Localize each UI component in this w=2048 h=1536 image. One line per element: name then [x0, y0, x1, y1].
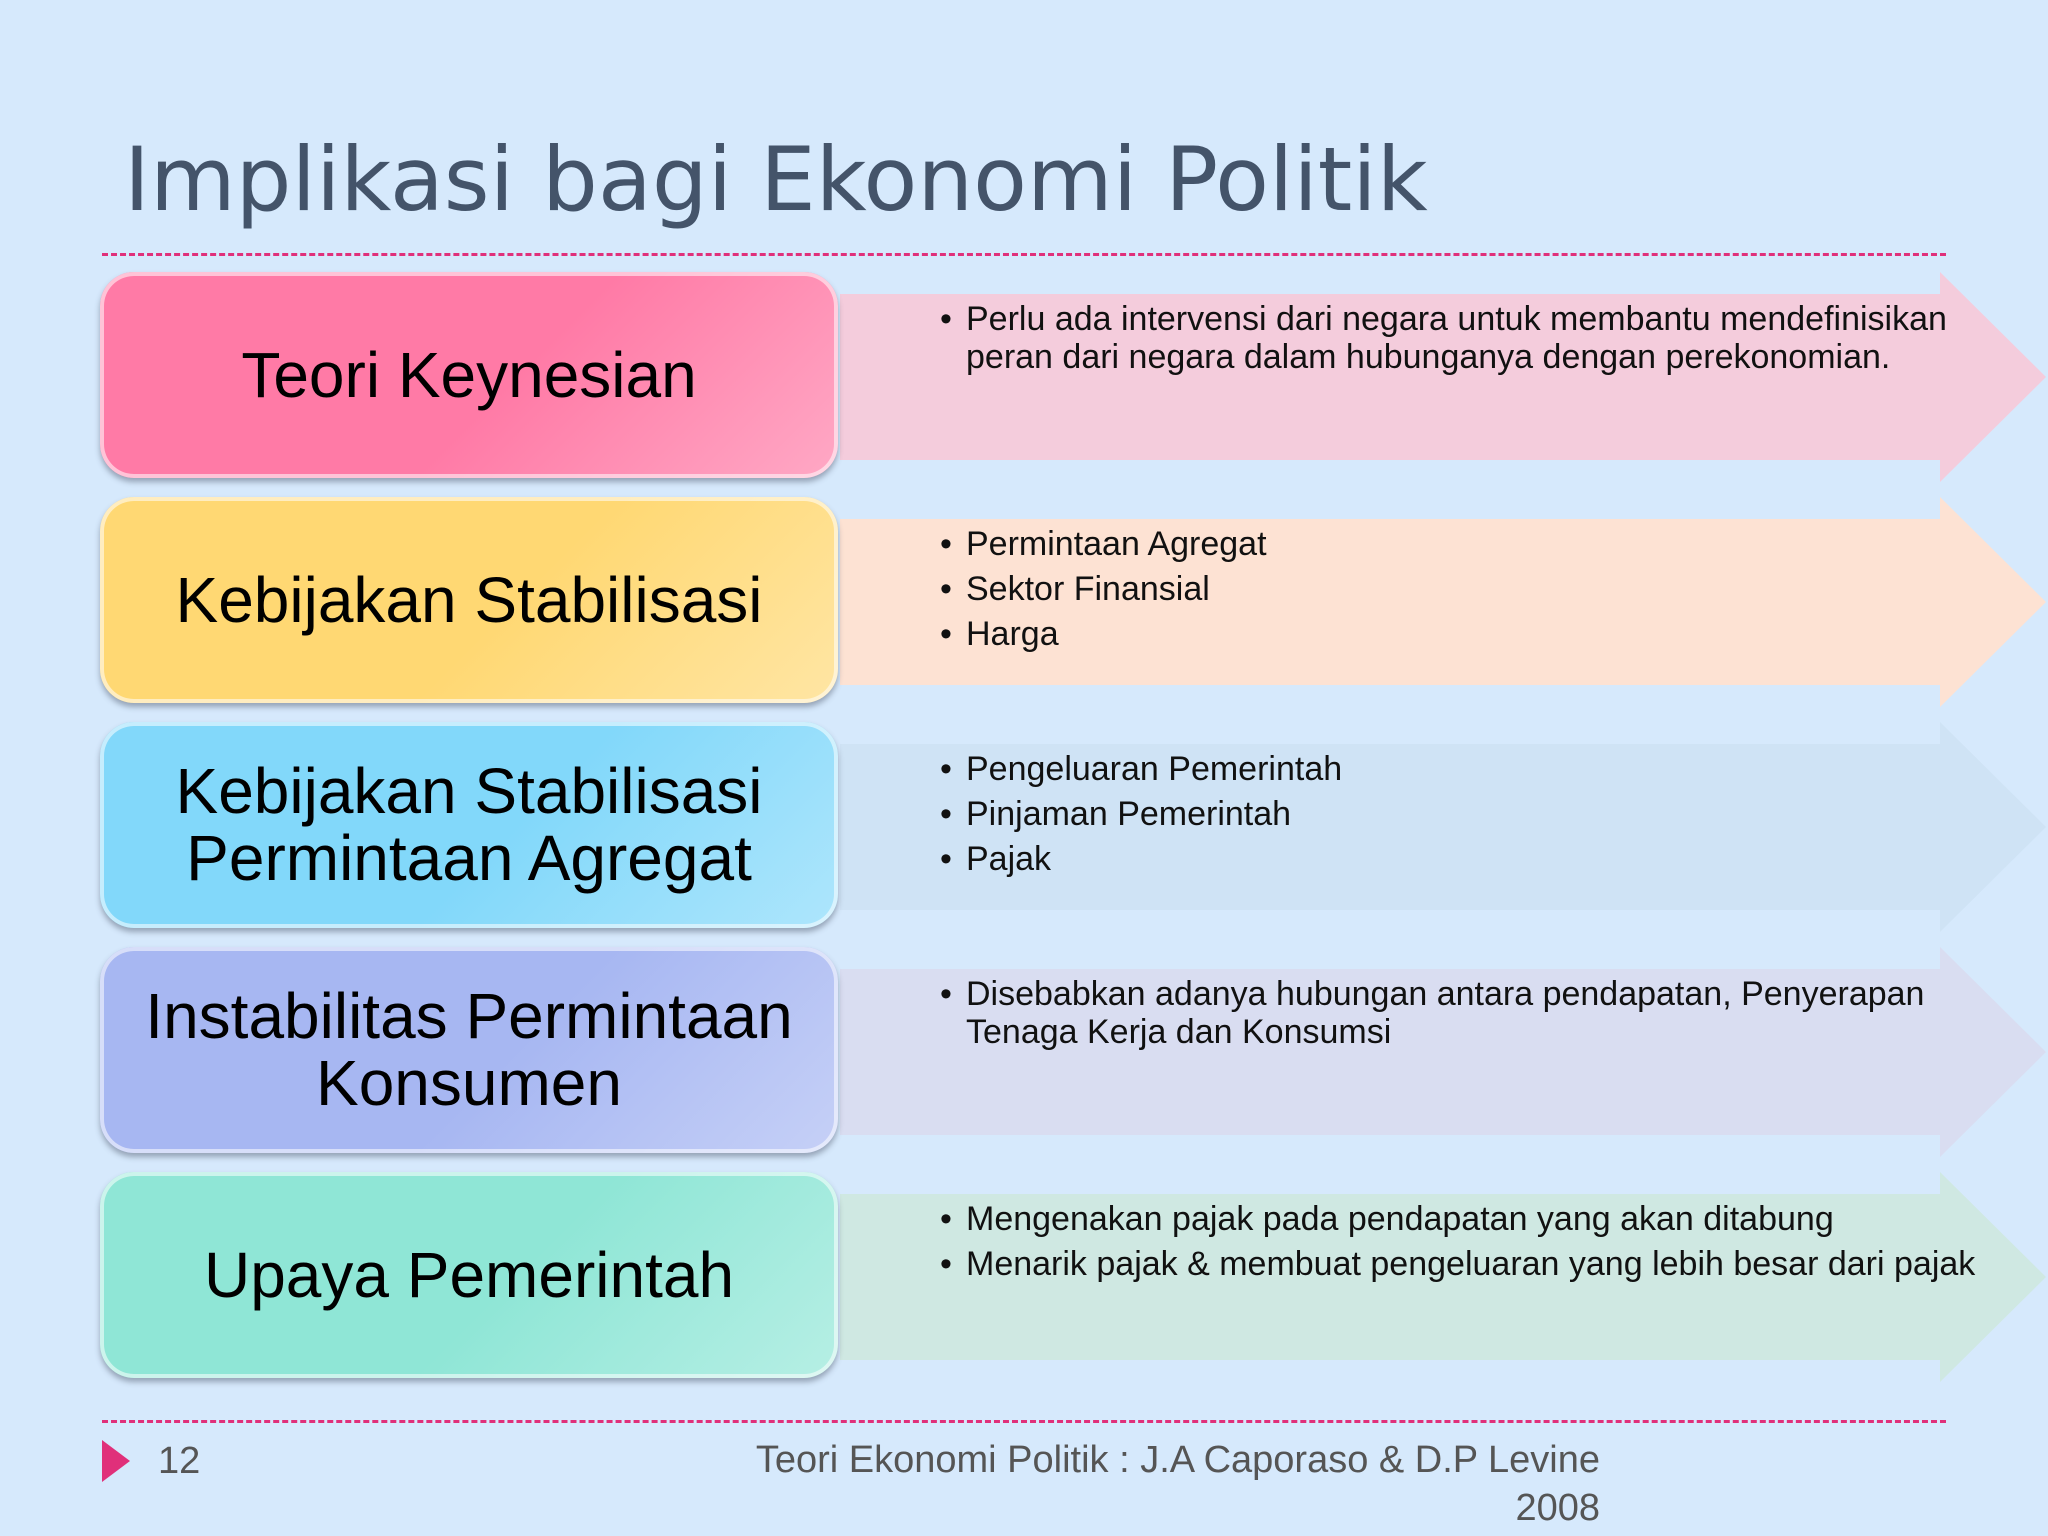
row-2	[100, 497, 1950, 707]
bottom-divider	[102, 1420, 1946, 1423]
category-label	[175, 755, 763, 894]
play-triangle-icon	[102, 1440, 130, 1482]
row-3	[100, 722, 1950, 932]
category-label-line: Permintaan Agregat	[186, 822, 752, 894]
row-1	[100, 272, 1950, 482]
category-label-line: Konsumen	[316, 1047, 622, 1119]
bullet-item: • Sektor Finansial	[940, 570, 1980, 608]
category-label-line: Teori Keynesian	[241, 338, 697, 411]
bullet-item: • Mengenakan pajak pada pendapatan yang akan ditabung	[940, 1200, 1980, 1238]
category-label-line: Instabilitas Permintaan	[145, 980, 793, 1052]
page-number: 12	[158, 1440, 201, 1482]
row-5	[100, 1172, 1976, 1382]
bullet-list	[940, 1200, 1980, 1290]
slide-title: Implikasi bagi Ekonomi Politik	[124, 128, 1428, 231]
category-label	[203, 1238, 735, 1311]
category-box	[100, 272, 838, 478]
bullet-item: • Perlu ada intervensi dari negara untuk membantu mendefinisikan peran dari negara dalam hubunganya dengan perekonomian.	[940, 300, 1980, 376]
row-4	[100, 947, 1950, 1157]
source-credit	[700, 1436, 1600, 1532]
top-divider	[102, 253, 1946, 256]
category-label-line: Kebijakan Stabilisasi	[175, 755, 763, 827]
bullet-list	[940, 975, 1980, 1058]
bullet-item: • Pinjaman Pemerintah	[940, 795, 1980, 833]
category-label	[175, 563, 763, 636]
bullet-item: • Pengeluaran Pemerintah	[940, 750, 1980, 788]
bullet-item: • Pajak	[940, 840, 1980, 878]
category-box	[100, 1172, 838, 1378]
credit-line-2: 2008	[1515, 1487, 1600, 1529]
category-label	[241, 338, 697, 411]
bullet-item: • Menarik pajak & membuat pengeluaran yang lebih besar dari pajak	[940, 1245, 1980, 1283]
category-label	[145, 980, 793, 1119]
bullet-item: • Disebabkan adanya hubungan antara pendapatan, Penyerapan Tenaga Kerja dan Konsumsi	[940, 975, 1980, 1051]
credit-line-1: Teori Ekonomi Politik : J.A Caporaso & D.P Levine	[755, 1439, 1600, 1481]
category-label-line: Kebijakan Stabilisasi	[175, 563, 763, 636]
bullet-item: • Harga	[940, 615, 1980, 653]
bullet-item: • Permintaan Agregat	[940, 525, 1980, 563]
category-box	[100, 722, 838, 928]
category-box	[100, 497, 838, 703]
category-box	[100, 947, 838, 1153]
category-label-line: Upaya Pemerintah	[203, 1238, 735, 1311]
bullet-list	[940, 525, 1980, 660]
bullet-list	[940, 750, 1980, 885]
bullet-list	[940, 300, 1980, 383]
